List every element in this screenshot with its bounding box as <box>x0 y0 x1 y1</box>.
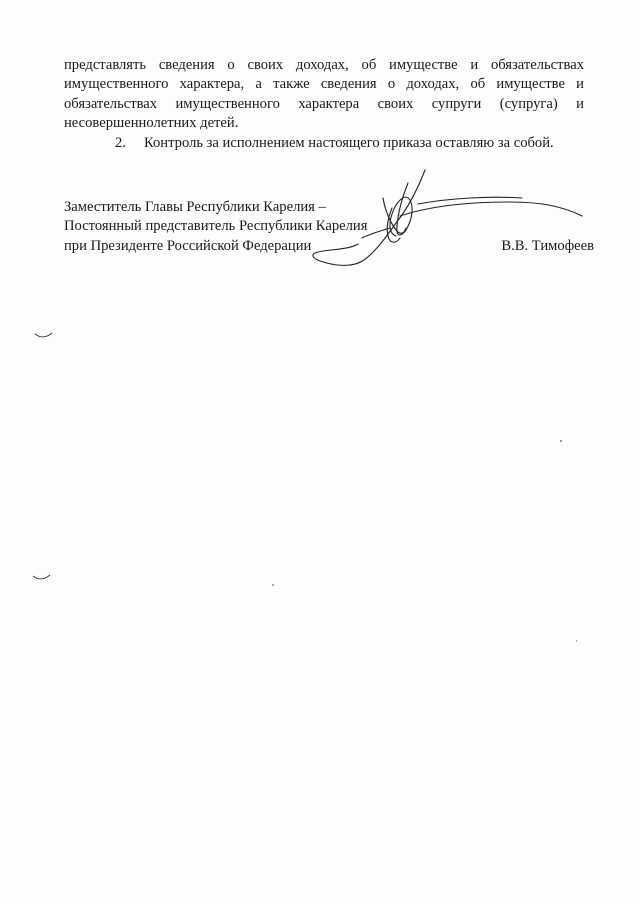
scan-artifact <box>34 330 54 340</box>
signatory-title-line: Постоянный представитель Республики Карелия <box>64 218 368 235</box>
paragraph-line: несовершеннолетних детей. <box>64 115 239 132</box>
list-item-2 <box>64 134 584 153</box>
list-item-text: Контроль за исполнением настоящего приказа оставляю за собой. <box>144 134 554 151</box>
paragraph-line: обязательствах имущественного характера своих супруги (супруга) и <box>64 95 584 112</box>
list-item-number: 2. <box>115 134 126 151</box>
signatory-name: В.В. Тимофеев <box>501 237 594 254</box>
scan-artifact <box>32 572 52 582</box>
signatory-title-line: Заместитель Главы Республики Карелия – <box>64 199 326 215</box>
scan-speck <box>576 640 577 642</box>
paragraph-continuation <box>64 56 584 134</box>
scan-speck <box>272 584 274 586</box>
paragraph-line: представлять сведения о своих доходах, об имуществе и обязательствах <box>64 57 584 73</box>
handwritten-signature <box>300 168 590 273</box>
signatory-title-line: при Президенте Российской Федерации <box>64 237 312 254</box>
body-text <box>64 56 584 153</box>
paragraph-line: имущественного характера, а также сведения о доходах, об имуществе и <box>64 76 584 93</box>
scan-speck <box>560 440 562 442</box>
